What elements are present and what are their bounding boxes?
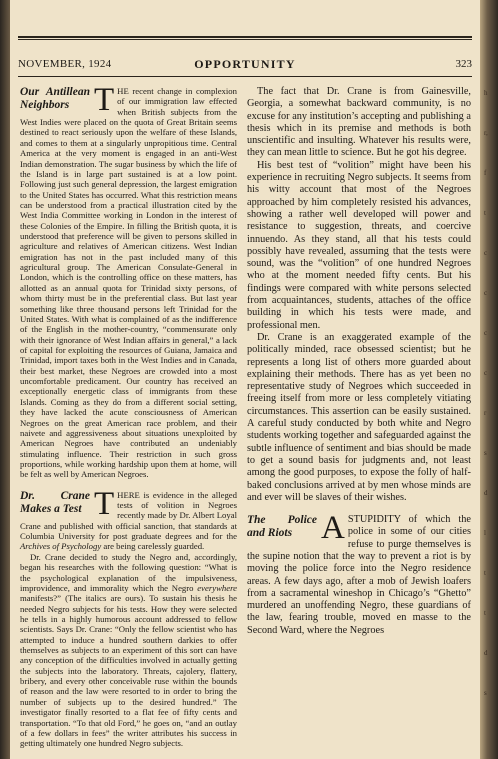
section-crane	[20, 485, 237, 749]
facing-page-fragment: t	[484, 609, 486, 617]
paragraph-text: HE recent change in complexion of our immigration law effected when British subjects from the West Indies were placed on the quota of Great Britain seems destined to react seriously upon the welfare of these Islands, and comes to them at a singularly unpropitious time. Central America at the very moment is engaged in an anti-West Indian demonstration. The sugar business by which the life of the Island is in large part sustained is at a low point. Following just such general depression, the largest emigration to the United States has occurred. What this restriction means can be understood from a practical illustration cited by the West India Committee working in London in the interest of these Colonies of the Empire. In filling the British quota, it is understood that preference will be given to persons skilled in agriculture and relatives of American citizens. West Indian emigration has not in the past included many of this agricultural group. The American Consulate-General in London, which is the controlling office on these matters, has allotted as an annual quota for Trinidad sixty persons, of whom thirty must be in the preferential class. But last year something like three thousand persons left Trinidad for the United States. With what is complained of as the indifference of the English in the mother-country, “commensurate only with their ignorance of West Indian affairs in general,” a lack of capital for exploiting the resources of Guiana, Jamaica and Trinidad, import taxes both in the West Indies and in Canada, their best market, these Negroes are crowded into a most uncomfortable predicament. Our country has received an exceptionally energetic class of immigrants from these Islands. Coming as they do from a different social setting, they have lacked the acute consciousness of American Negroes on the great American race problem, and their naivete and aggressiveness about situations unexploited by American Negroes have contributed an undeniably stimulating influence. Their restriction in such gross proportions, while working hardship upon them at home, will be felt as well by American Negroes.	[20, 86, 237, 480]
header-magazine-title: OPPORTUNITY	[194, 57, 296, 71]
paragraph-text: Dr. Crane is an exaggerated example of the politically minded, race obsessed scientist; but he represents a long list of others more guarded about explaining their methods. There has as yet been no representative study of Negroes which succeeded in freeing itself from more or less completely vitiating circumstances. This assertion can be easily sustained. A careful study conducted by both white and Negro students working together and safeguarded against the subtle influence of sentiment and bias should be made to get a sound basis for judgments and, not least among the good purposes, to expose the folly of half-baked conclusions arrived at by men whose minds are and ever will be slaves of their wishes.	[247, 331, 471, 503]
paragraph-text: The fact that Dr. Crane is from Gainesville, Georgia, a somewhat backward community, is no excuse for any institution’s accepting and publishing a thesis which in its premise and methods is both unscientific and insulting. Whatever his results were, they can mean little to science. But he got his degree.	[247, 86, 471, 159]
section-title-crane: Dr. Crane Makes a Test	[20, 489, 90, 515]
right-column	[247, 86, 471, 637]
facing-page-fragment: c	[484, 369, 488, 377]
left-column	[20, 82, 237, 749]
facing-page-fragment: r,	[484, 129, 488, 137]
article-paragraph	[20, 82, 237, 480]
paragraph-text: Dr. Crane decided to study the Negro and, accordingly, began his researches with the following question: “What is the psychological explanation of the impulsiveness, improvidence, and immorality which the Negro	[20, 551, 237, 593]
dropcap: T	[94, 82, 115, 118]
paragraph-text: are being carelessly guarded.	[101, 541, 205, 552]
facing-page-fragment: f	[484, 169, 487, 177]
binding-gutter	[0, 0, 10, 759]
article-paragraph	[247, 86, 471, 160]
header-page-number: 323	[455, 58, 472, 70]
magazine-page	[10, 0, 480, 759]
paragraph-text: HERE is evidence in the alleged tests of volition in Negroes recently made by Dr. Albert Loyal Crane and published with official sanction, that standards at Columbia University for post graduate degrees and for the	[20, 489, 237, 542]
section-crane-cont	[247, 86, 471, 504]
facing-page-fragment: s	[484, 689, 487, 697]
facing-page-fragment: d	[484, 489, 488, 497]
section-antillean	[20, 82, 237, 480]
facing-page-fragment: h	[484, 89, 488, 97]
facing-page-fragment: s	[484, 449, 487, 457]
facing-page-fragment: c	[484, 329, 488, 337]
paragraph-text: His best test of “volition” might have been his experience in recruiting Negro subjects. It seems from his witty account that most of the Negroes approached by him completely resisted his advances, showing a rather well developed will power and resistance to suggestion, threats, and coercive innuendo. As they stand, all that his tests could possibly have revealed, assuming that the tests were sound, was the “volition” of one hundred Negroes who at the moment needed fifty cents. But his findings were compared with white persons selected from acquaintances, students, attaches of the office building in which his tests were made, and professional men.	[247, 159, 471, 331]
dropcap: T	[94, 485, 115, 522]
dropcap: A	[321, 510, 345, 547]
section-police	[247, 510, 471, 637]
facing-page-fragment: t	[484, 209, 486, 217]
header-date: NOVEMBER, 1924	[18, 58, 112, 70]
facing-page-fragment: r	[484, 409, 487, 417]
paragraph-text: manifests?” (The italics are ours). To sustain his thesis he needed Negro subjects for his tests. How they were selected he tells in a highly humorous account addressed to fellow scientists. Says Dr. Crane: “Only the fellow scientist who has attempted to induce a hundred southern darkies to offer themselves as subjects to an experiment of this sort can have any conception of the difficulties involved in actually getting the subjects into the laboratory. Threats, cajolery, flattery, bribery, and every other conceivable ruse within the bounds of reason and the law were resorted to in order to bring the number of subjects up to the desired hundred.” The investigator finally resorted to a flat fee of fifty cents and transportation. “To that old Ford,” he goes on, “and an outlay of a few dollars in fees” the writer attributes his success in getting ultimately one hundred Negro subjects.	[20, 593, 237, 749]
section-title-police: The Police and Riots	[247, 514, 317, 540]
italic-word: everywhere	[197, 582, 237, 593]
facing-page-fragment: d	[484, 649, 488, 657]
journal-title: Archives of Psychology	[20, 541, 102, 552]
facing-page-fragment: c	[484, 289, 488, 297]
top-rule-thin	[18, 39, 472, 40]
article-paragraph	[247, 332, 471, 504]
facing-page-fragment: c	[484, 249, 488, 257]
top-rule	[18, 36, 472, 38]
facing-page-edge	[480, 0, 498, 759]
facing-page-fragment: l	[484, 529, 486, 537]
article-paragraph	[20, 552, 237, 749]
section-title-antillean: Our Antillean Neighbors	[20, 86, 90, 111]
header-rule	[18, 76, 472, 77]
paragraph-text: STUPIDITY of which the police in some of our cities refuse to purge themselves is the supine notion that the way to prevent a riot is by moving the police force into the Negro residence areas. A few days ago, after a mob of Jewish loafers from a sacramental wineshop in Chicago’s “Ghetto” murdered an unoffending Negro, these guardians of the law, fearing trouble, moved en masse to the Second Ward, where the Negroes	[247, 514, 471, 636]
facing-page-fragment: t	[484, 569, 486, 577]
article-paragraph	[247, 160, 471, 332]
